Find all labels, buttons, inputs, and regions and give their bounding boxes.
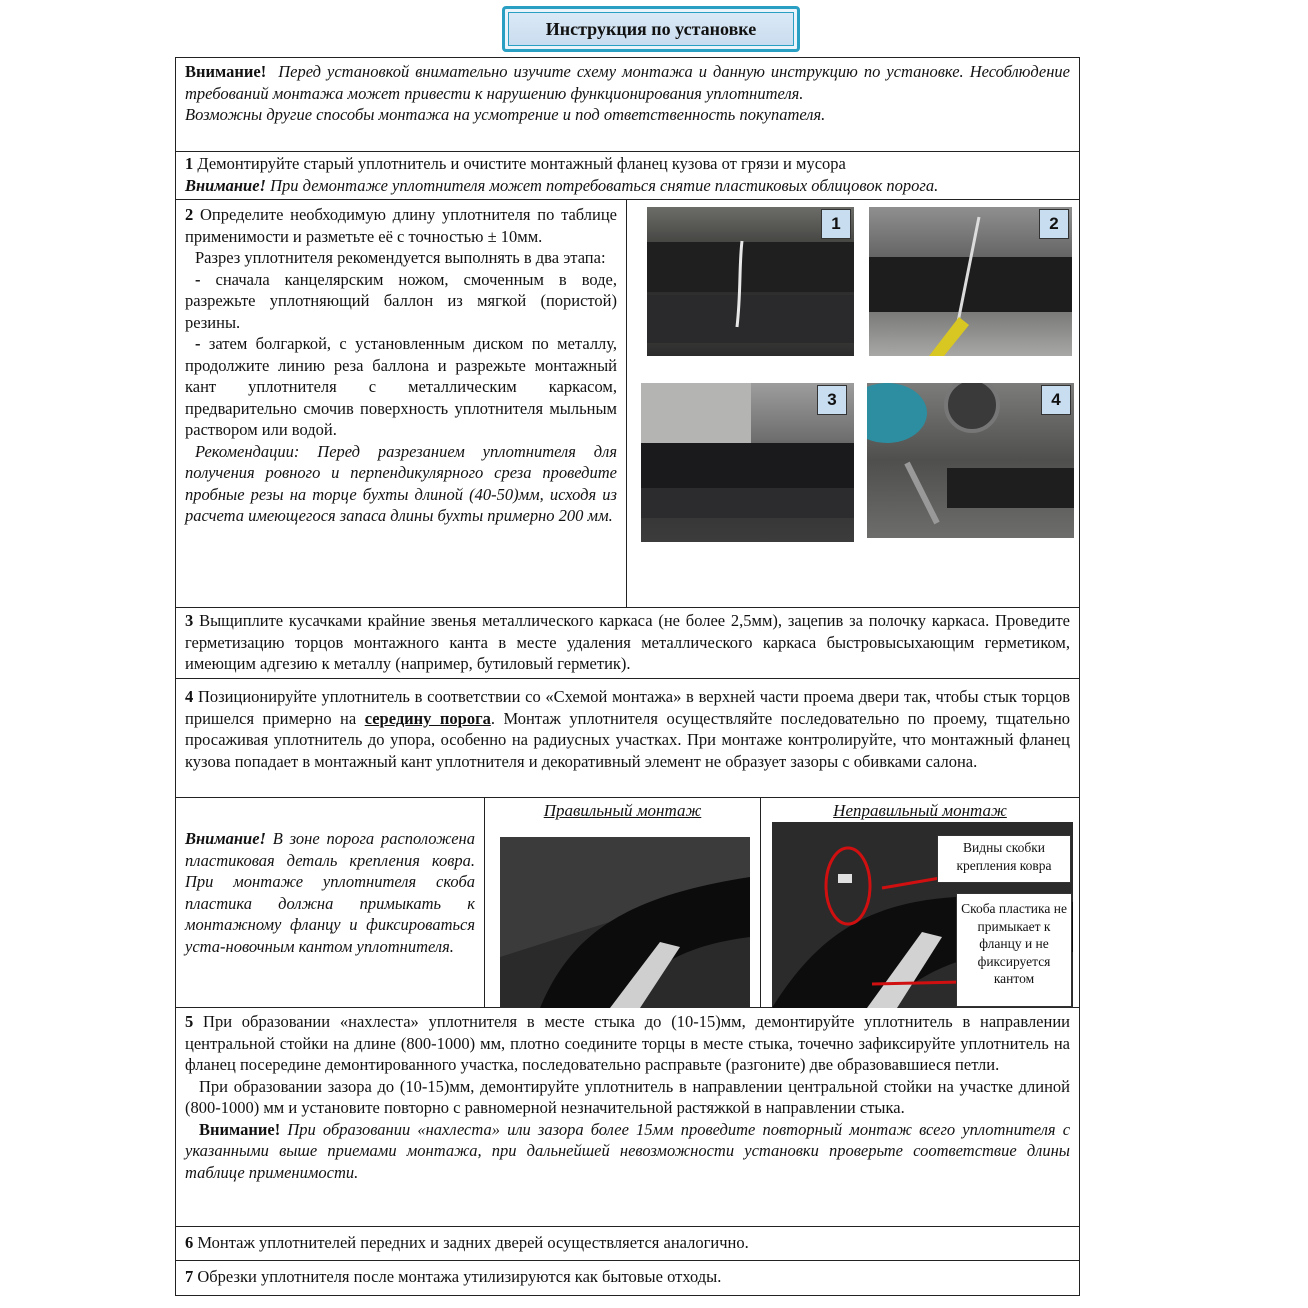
photo-4-badge: 4	[1041, 385, 1071, 415]
step-4-text-b: . Монтаж уплотнителя осуществляйте последовательно по проему, тщательно просаживая уплотнитель до упора, особенно на радиусных участках. При монтаже контролируйте, что монтажный фланец кузова попадает в монтажный кант уплотнителя и декоративный элемент не образует зазоры с обивками салона.	[185, 708, 1071, 771]
attention-label: Внимание!	[185, 829, 266, 848]
step-3-number: 3	[185, 611, 194, 630]
photo-3-badge: 3	[817, 385, 847, 415]
correct-install-column	[485, 798, 761, 1007]
step-1-attention-text: При демонтаже уплотнителя может потребоваться снятие пластиковых облицовок порога.	[270, 175, 939, 195]
step-7-text: Обрезки уплотнителя после монтажа утилизируются как бытовые отходы.	[197, 1267, 722, 1286]
attention-column	[176, 798, 485, 1007]
step-3-text: Выщиплите кусачками крайние звенья металлического каркаса (не более 2,5мм), зацепив за полочку каркаса. Проведите герметизацию торцов монтажного канта в месте удаления металлического каркаса быстровысыхающим герметиком, имеющим адгезию к металлу (например, бутиловый герметик).	[185, 611, 1070, 673]
callout-visible-clips: Видны скобки крепления ковра	[937, 835, 1071, 883]
step-2	[176, 200, 1079, 608]
step-7-number: 7	[185, 1267, 194, 1286]
instruction-table	[175, 57, 1080, 1296]
intro-attention-label: Внимание!	[185, 62, 267, 81]
photo-1-badge: 1	[821, 209, 851, 239]
correct-install-header: Правильный монтаж	[543, 801, 702, 820]
photo-2-badge: 2	[1039, 209, 1069, 239]
photo-grinder-cut	[867, 383, 1074, 538]
title-box	[502, 6, 800, 52]
installation-comparison	[176, 798, 1079, 1008]
step-1	[176, 152, 1079, 200]
step-6-text: Монтаж уплотнителей передних и задних дверей осуществляется аналогично.	[197, 1233, 749, 1252]
step-4-underlined: середину порога	[364, 708, 491, 728]
step-2-p4: затем болгаркой, с установленным диском по металлу, продолжите линию реза баллона и разрежьте монтажный кант уплотнителя с металлическим каркасом, предварительно смочив поверхность уплотнителя мыльным раствором или водой.	[185, 334, 618, 439]
step-2-p1: Определите необходимую длину уплотнителя по таблице применимости и разметьте её с точностью ± 10мм.	[185, 205, 618, 246]
photo-clamped-seal	[641, 383, 854, 542]
intro-note: Возможны другие способы монтажа на усмотрение и под ответственность покупателя.	[185, 105, 826, 124]
step-6-number: 6	[185, 1233, 194, 1252]
step-6	[176, 1227, 1079, 1261]
intro-text: Перед установкой внимательно изучите схему монтажа и данную инструкцию по установке. Несоблюдение требований монтажа может привести к нарушению функционирования уплотнителя.	[185, 62, 1071, 103]
step-4-text-a: Позиционируйте уплотнитель в соответствии со «Схемой монтажа» в верхней части проема двери так, чтобы стык торцов пришелся примерно на	[185, 687, 1071, 728]
step-5	[176, 1008, 1079, 1227]
step-2-p3: сначала канцелярским ножом, смоченным в воде, разрежьте уплотняющий баллон из мягкой (пористой) резины.	[185, 269, 618, 332]
step-1-text: Демонтируйте старый уплотнитель и очистите монтажный фланец кузова от грязи и мусора	[197, 154, 846, 173]
step-5-p2: При образовании зазора до (10-15)мм, демонтируйте уплотнитель в направлении центральной стойки на участке длиной (800-1000) мм и установите повторно с равномерной незначительной растяжкой в направлении стыка.	[185, 1076, 1070, 1117]
step-4	[176, 679, 1079, 798]
step-2-p2: Разрез уплотнителя рекомендуется выполнять в два этапа:	[195, 248, 606, 267]
incorrect-install-header: Неправильный монтаж	[833, 801, 1007, 820]
step-2-photos	[627, 200, 1079, 606]
photo-correct-art	[500, 837, 750, 1008]
step-1-attention-label: Внимание!	[185, 175, 266, 195]
step-5-number: 5	[185, 1012, 194, 1031]
step-3	[176, 608, 1079, 679]
step-2-dash-2: -	[195, 334, 201, 353]
step-2-recommendation: Рекомендации: Перед разрезанием уплотнителя для получения ровного и перпендикулярного среза проведите пробные резы на торце бухты длиной (40-50)мм, исходя из расчета имеющегося запаса длины бухты примерно 200 мм.	[185, 441, 617, 525]
step-2-text-column	[176, 200, 627, 607]
photo-knife-cut	[869, 207, 1072, 356]
intro-section	[176, 58, 1079, 152]
step-7	[176, 1261, 1079, 1295]
step-2-number: 2	[185, 205, 194, 224]
page-title: Инструкция по установке	[508, 12, 794, 46]
step-4-number: 4	[185, 687, 194, 706]
attention-text: В зоне порога расположена пластиковая деталь крепления ковра. При монтаже уплотнителя скоба пластика должна примыкать к монтажному фланцу и фиксироваться уста-новочным кантом уплотнителя.	[185, 829, 475, 956]
step-1-number: 1	[185, 154, 194, 173]
photo-correct-install	[500, 837, 750, 1008]
incorrect-install-column	[761, 798, 1079, 1007]
step-5-attention-label: Внимание!	[199, 1119, 281, 1139]
step-2-dash-1: -	[195, 269, 201, 289]
photo-marking-seal	[647, 207, 854, 356]
step-5-attention-text: При образовании «нахлеста» или зазора более 15мм проведите повторный монтаж всего уплотнителя с указанными выше приемами монтажа, при дальнейшей невозможности установки проверьте соответствие длины таблице применимости.	[185, 1119, 1071, 1182]
step-5-p1: При образовании «нахлеста» уплотнителя в месте стыка до (10-15)мм, демонтируйте уплотнитель в направлении центральной стойки на длине (800-1000) мм, плотно соедините торцы в месте стыка, точечно зафиксируйте уплотнитель на фланец посередине демонтированного участка, последовательно расправьте (разгоните) две образовавшиеся петли.	[185, 1012, 1071, 1074]
callout-clip-not-fixed: Скоба пластика не примыкает к фланцу и не фиксируется кантом	[956, 893, 1072, 1007]
